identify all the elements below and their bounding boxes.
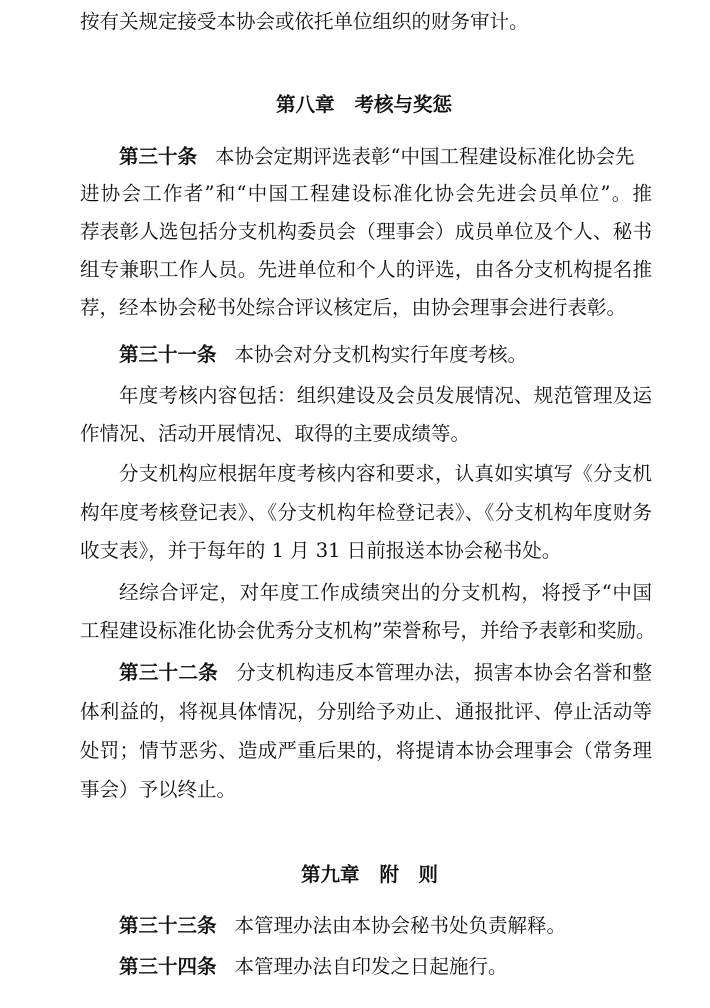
- body-line: 组专兼职工作人员。先进单位和个人的评选，由各分支机构提名推: [80, 258, 652, 281]
- article-32-first-line: [119, 661, 652, 685]
- body-line: 处罚；情节恶劣、造成严重后果的，将提请本协会理事会（常务理: [80, 739, 652, 762]
- body-line: 分支机构应根据年度考核内容和要求，认真如实填写《分支机: [119, 462, 652, 485]
- article-30-first-line: [119, 145, 635, 169]
- chapter-heading: [301, 863, 438, 887]
- body-line: 工程建设标准化协会优秀分支机构”荣誉称号，并给予表彰和奖励。: [80, 619, 656, 642]
- body-line: 事会）予以终止。: [80, 778, 237, 801]
- body-line: 经综合评定，对年度工作成绩突出的分支机构，将授予“中国: [119, 581, 652, 604]
- chapter-number: 第九章: [301, 863, 360, 886]
- body-line: 体利益的，将视具体情况，分别给予劝止、通报批评、停止活动等: [80, 700, 652, 723]
- chapter-title: 附 则: [379, 863, 439, 886]
- chapter-number: 第八章: [276, 93, 335, 116]
- article-text: 分支机构违反本管理办法，损害本协会名誉和整: [236, 661, 652, 684]
- body-line: 构年度考核登记表》、《分支机构年检登记表》、《分支机构年度财务: [80, 501, 652, 524]
- body-line: 作情况、活动开展情况、取得的主要成绩等。: [80, 422, 471, 445]
- article-label: 第三十四条: [119, 955, 217, 978]
- chapter-title: 考核与奖惩: [354, 93, 453, 116]
- article-text: 本管理办法由本协会秘书处负责解释。: [234, 914, 567, 937]
- body-line: 荐，经本协会秘书处综合评议核定后，由协会理事会进行表彰。: [80, 296, 627, 319]
- article-text: 本协会定期评选表彰“中国工程建设标准化协会先: [215, 145, 635, 168]
- body-line: 进协会工作者”和“中国工程建设标准化协会先进会员单位”。推: [80, 182, 652, 205]
- article-33-line: [119, 914, 566, 938]
- body-line: 按有关规定接受本协会或依托单位组织的财务审计。: [80, 10, 529, 33]
- article-label: 第三十条: [119, 145, 198, 168]
- body-line: 收支表》，并于每年的 1 月 31 日前报送本协会秘书处。: [80, 539, 562, 562]
- chapter-heading: [276, 93, 452, 117]
- article-label: 第三十一条: [119, 343, 217, 366]
- article-text: 本管理办法自印发之日起施行。: [234, 955, 508, 978]
- article-label: 第三十三条: [119, 914, 217, 937]
- article-31-first-line: [119, 343, 527, 367]
- body-line: 年度考核内容包括：组织建设及会员发展情况、规范管理及运: [119, 384, 652, 407]
- article-label: 第三十二条: [119, 661, 219, 684]
- body-line: 荐表彰人选包括分支机构委员会（理事会）成员单位及个人、秘书: [80, 220, 652, 243]
- article-34-line: [119, 955, 508, 979]
- article-text: 本协会对分支机构实行年度考核。: [234, 343, 528, 366]
